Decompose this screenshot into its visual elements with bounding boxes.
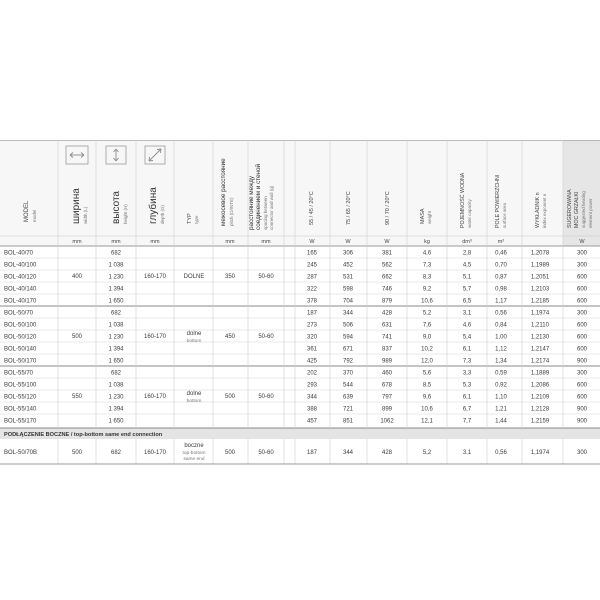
- header-heater-unit: W: [579, 239, 585, 245]
- table-cell: 428: [381, 310, 393, 317]
- table-cell: 1,34: [495, 358, 507, 365]
- table-cell: 1,1889: [530, 370, 550, 377]
- table-row: [4, 311, 588, 317]
- table-cell: 704: [342, 298, 354, 305]
- table-cell: 7,3: [422, 262, 432, 269]
- table-cell: 1 038: [108, 262, 124, 269]
- table-body: [0, 246, 600, 425]
- table-cell: 5,3: [462, 382, 472, 389]
- table-cell: 1 650: [108, 358, 124, 365]
- table-cell: 500: [71, 450, 83, 456]
- table-cell: 531: [342, 274, 354, 281]
- header-area-label: POLE POWIERZCHNI: [495, 174, 501, 228]
- model-cell: BOL-50/140: [4, 346, 37, 353]
- table-cell: 388: [306, 406, 318, 413]
- header-pitch-label: межосевое расстояние: [220, 158, 227, 226]
- table-cell: 1 230: [108, 334, 124, 341]
- table-group: [0, 246, 600, 305]
- header-depth-unit: mm: [150, 239, 160, 245]
- header-spacing-label-1: расстояние между: [248, 175, 255, 230]
- merged-depth-cell: 160-170: [143, 274, 167, 281]
- table-cell: 370: [342, 370, 354, 377]
- header-background: [0, 140, 600, 246]
- table-cell: 8,3: [422, 274, 432, 281]
- table-cell: 6,5: [462, 298, 472, 305]
- table-cell: 1,2086: [530, 382, 550, 389]
- model-cell: BOL-40/70: [4, 250, 34, 257]
- table-row: [4, 371, 588, 377]
- table-cell: 12,0: [421, 358, 433, 365]
- header-area-unit: m²: [497, 239, 505, 245]
- table-cell: 682: [110, 310, 122, 317]
- header-power-90-label: 90 / 70 / 20°C: [385, 191, 391, 225]
- model-cell: BOL-55/100: [4, 382, 37, 389]
- table-cell: 639: [342, 394, 354, 401]
- model-cell: BOL-50/170: [4, 358, 37, 365]
- header-heater-sub-2: element power: [588, 198, 593, 228]
- table-cell: 600: [576, 322, 588, 329]
- header-mass-label: MASA: [420, 208, 426, 224]
- table-cell: 6,1: [462, 346, 472, 353]
- table-row: [0, 330, 600, 341]
- table-cell: 381: [381, 250, 393, 257]
- table-cell: 165: [306, 250, 318, 257]
- table-cell: 202: [306, 370, 318, 377]
- table-cell: 1 394: [108, 286, 124, 293]
- table-cell: 1,2128: [530, 406, 550, 413]
- table-cell: 600: [576, 382, 588, 389]
- model-cell: BOL-55/120: [4, 394, 37, 401]
- table-cell: 4,5: [462, 262, 472, 269]
- table-row: [0, 402, 600, 413]
- table-cell: 0,56: [495, 310, 507, 317]
- table-cell: 594: [342, 334, 354, 341]
- table-cell: 5,6: [422, 370, 432, 377]
- header-heater-label-1: SUGEROWANA: [567, 189, 573, 228]
- table-cell: 837: [381, 346, 393, 353]
- table-cell: 0,92: [495, 382, 507, 389]
- header-width-sub: width (L): [83, 206, 88, 224]
- table-cell: 1 230: [108, 274, 124, 281]
- table-cell: 600: [576, 274, 588, 281]
- header-depth-label: глубина: [148, 187, 159, 224]
- table-cell: 0,46: [495, 250, 507, 257]
- table-cell: 5,1: [462, 274, 472, 281]
- merged-type-cell: dolne: [186, 391, 202, 398]
- model-cell: BOL-55/70: [4, 370, 34, 377]
- table-cell: 322: [306, 286, 318, 293]
- table-cell: 187: [306, 310, 318, 317]
- table-row: [0, 294, 600, 305]
- table-row: [0, 342, 600, 353]
- table-cell: 600: [576, 394, 588, 401]
- header-spacing-sub-2: connector and wall (g): [269, 185, 274, 230]
- model-cell: BOL-50/100: [4, 322, 37, 329]
- merged-spacing-cell: 50-60: [258, 394, 274, 401]
- header-height-sub: height (H): [123, 204, 128, 224]
- table-cell: 1,21: [495, 406, 507, 413]
- type-sub-cell: same end: [183, 457, 205, 462]
- table-row: [0, 318, 600, 329]
- table-cell: 600: [576, 346, 588, 353]
- table-cell: 671: [342, 346, 354, 353]
- table-row: [0, 270, 600, 281]
- table-cell: 1 038: [108, 382, 124, 389]
- table-cell: 0,87: [495, 274, 507, 281]
- header-pitch-unit: mm: [225, 239, 235, 245]
- table-cell: 6,7: [462, 406, 472, 413]
- table-cell: 1,00: [495, 334, 507, 341]
- table-cell: 500: [224, 450, 236, 456]
- table-row: [0, 354, 600, 365]
- table-cell: 10,6: [421, 406, 433, 413]
- table-cell: 4,6: [422, 250, 432, 257]
- table-cell: 7,3: [462, 358, 472, 365]
- table-cell: 1,2103: [530, 286, 550, 293]
- table-cell: 1,2159: [530, 418, 550, 425]
- header-mass-sub: weight: [427, 210, 432, 224]
- table-cell: 1,2174: [530, 358, 550, 365]
- header-heater-label-2: MOC GRZAŁKI: [574, 191, 580, 228]
- table-row: [0, 414, 600, 425]
- table-cell: 425: [306, 358, 318, 365]
- table-cell: 682: [110, 370, 122, 377]
- table-cell: 428: [381, 450, 393, 456]
- header-water-sub: water capacity: [467, 199, 472, 228]
- table-cell: 1,17: [495, 298, 507, 305]
- merged-pitch-cell: 500: [224, 394, 236, 401]
- header-heater-sub-1: suggested heating: [581, 191, 586, 228]
- merged-spacing-cell: 50-60: [258, 334, 274, 341]
- table-cell: 1,1989: [530, 262, 550, 269]
- table-cell: 300: [576, 250, 588, 257]
- table-cell: 506: [342, 322, 354, 329]
- table-cell: 12,1: [421, 418, 433, 425]
- table-cell: 1,2051: [530, 274, 550, 281]
- table-cell: 5,4: [462, 334, 472, 341]
- table-cell: 879: [381, 298, 393, 305]
- table-cell: 1062: [380, 418, 394, 425]
- table-group: [0, 366, 600, 425]
- merged-pitch-cell: 450: [224, 334, 236, 341]
- table-cell: 598: [342, 286, 354, 293]
- table-cell: 1 230: [108, 394, 124, 401]
- merged-type-sub-cell: bottom: [186, 399, 202, 405]
- header-spacing-label-2: соединением и стеной: [255, 163, 262, 230]
- merged-spacing-cell: 50-60: [258, 274, 274, 281]
- model-cell: BOL-40/170: [4, 298, 37, 305]
- model-cell: BOL-55/170: [4, 418, 37, 425]
- table-cell: 344: [306, 394, 318, 401]
- table-cell: 9,2: [422, 286, 432, 293]
- table-cell: 1 650: [108, 298, 124, 305]
- model-cell: BOL-55/140: [4, 406, 37, 413]
- table-cell: 1,10: [495, 394, 507, 401]
- merged-width-cell: 500: [71, 334, 83, 341]
- table-cell: 5,7: [462, 286, 472, 293]
- table-cell: 6,1: [462, 394, 472, 401]
- table-group: [0, 306, 600, 365]
- side-connection-title: PODŁĄCZENIE BOCZNE / top-bottom same end connection: [4, 432, 163, 438]
- table-cell: 721: [342, 406, 354, 413]
- table-cell: 662: [381, 274, 393, 281]
- radiator-spec-table: [0, 140, 600, 466]
- table-cell: 3,1: [462, 310, 472, 317]
- table-row: [0, 282, 600, 293]
- header-type-label: TYP: [187, 213, 193, 224]
- table-cell: 600: [576, 298, 588, 305]
- table-cell: 9,6: [422, 394, 432, 401]
- table-cell: 300: [576, 262, 588, 269]
- header-water-unit: dm³: [462, 239, 472, 245]
- table-cell: 10,2: [421, 346, 433, 353]
- table-cell: 1,12: [495, 346, 507, 353]
- table-cell: 682: [110, 250, 122, 257]
- merged-type-cell: DOLNE: [183, 274, 205, 281]
- table-cell: 1,2185: [530, 298, 550, 305]
- table-row: [0, 378, 600, 389]
- table-cell: 1,2147: [530, 346, 550, 353]
- table-cell: 0,56: [495, 450, 507, 456]
- table-cell: 2,8: [462, 250, 472, 257]
- header-spacing-unit: mm: [261, 239, 271, 245]
- model-cell: BOL-50/120: [4, 334, 37, 341]
- table-cell: 361: [306, 346, 318, 353]
- table-cell: 1,2110: [531, 322, 549, 329]
- merged-type-cell: dolne: [186, 331, 202, 338]
- table-cell: 1,2078: [530, 250, 550, 257]
- header-width-unit: mm: [72, 239, 82, 245]
- table-cell: 900: [576, 406, 588, 413]
- header-spacing-sub-1: spacing between: [263, 196, 268, 230]
- table-cell: 273: [306, 322, 318, 329]
- table-cell: 378: [306, 298, 318, 305]
- header-type-sub: type: [194, 215, 199, 224]
- table-cell: 600: [576, 286, 588, 293]
- header-height-label: высота: [111, 191, 122, 224]
- table-cell: 160-170: [143, 450, 167, 456]
- table-cell: 678: [381, 382, 393, 389]
- table-cell: 187: [306, 450, 318, 456]
- table-cell: 287: [306, 274, 318, 281]
- table-cell: 851: [342, 418, 354, 425]
- table-cell: 544: [342, 382, 354, 389]
- header-water-label: POJEMNOŚĆ WODNA: [460, 172, 466, 228]
- header-power-75-unit: W: [345, 239, 351, 245]
- merged-width-cell: 550: [71, 394, 83, 401]
- header-index-sub: index exponent n: [542, 193, 547, 228]
- table-cell: 300: [576, 450, 588, 456]
- table-cell: 7,7: [462, 418, 472, 425]
- header-area-sub: surface area: [502, 202, 507, 228]
- table-cell: 320: [306, 334, 318, 341]
- table-cell: 293: [306, 382, 318, 389]
- table-cell: 989: [381, 358, 393, 365]
- table-cell: 8,5: [422, 382, 432, 389]
- header-power-90-unit: W: [384, 239, 390, 245]
- table-row: [0, 390, 600, 401]
- table-cell: 1,44: [495, 418, 507, 425]
- table-cell: 0,70: [495, 262, 507, 269]
- table-cell: 1 394: [108, 346, 124, 353]
- table-cell: 0,84: [495, 322, 507, 329]
- header-mass-unit: kg: [424, 239, 430, 245]
- model-cell: BOL-40/140: [4, 286, 37, 293]
- table-cell: 899: [381, 406, 393, 413]
- table-cell: 600: [576, 334, 588, 341]
- table-cell: 792: [342, 358, 354, 365]
- table-cell: 457: [306, 418, 318, 425]
- type-cell: boczne: [184, 443, 204, 449]
- table-cell: 10,6: [421, 298, 433, 305]
- table-cell: 245: [306, 262, 318, 269]
- table-cell: 682: [110, 450, 122, 456]
- table-cell: 1,1974: [530, 310, 550, 317]
- table-cell: 3,3: [462, 370, 472, 377]
- table-cell: 452: [342, 262, 354, 269]
- header-power-55-unit: W: [309, 239, 315, 245]
- table-cell: 344: [342, 450, 354, 456]
- table-cell: 306: [342, 250, 354, 257]
- merged-depth-cell: 160-170: [143, 394, 167, 401]
- table-cell: 741: [381, 334, 393, 341]
- header-index-label: WYKŁADNIK n: [535, 192, 541, 228]
- header-power-75-label: 75 / 65 / 20°C: [346, 191, 352, 225]
- header-height-unit: mm: [111, 239, 121, 245]
- table-cell: 900: [576, 418, 588, 425]
- table-cell: 9,0: [422, 334, 432, 341]
- table-cell: 1 394: [108, 406, 124, 413]
- table-cell: 460: [381, 370, 393, 377]
- table-cell: 0,98: [495, 286, 507, 293]
- table-cell: 344: [342, 310, 354, 317]
- table-cell: 300: [576, 370, 588, 377]
- table-cell: 300: [576, 310, 588, 317]
- header-pitch-sub: pitch (D/INTE): [229, 197, 234, 226]
- table-cell: 50-60: [258, 450, 274, 456]
- table-cell: 1,1974: [530, 450, 550, 456]
- table-cell: 1 650: [108, 418, 124, 425]
- merged-pitch-cell: 350: [224, 274, 236, 281]
- table-cell: 746: [381, 286, 393, 293]
- table-cell: 562: [381, 262, 393, 269]
- table-cell: 900: [576, 358, 588, 365]
- table-cell: 797: [381, 394, 393, 401]
- type-sub-cell: top-bottom: [182, 451, 206, 456]
- table-cell: 0,59: [495, 370, 507, 377]
- table-cell: 7,6: [422, 322, 432, 329]
- model-cell: BOL-50/70B: [4, 450, 38, 456]
- model-cell: BOL-50/70: [4, 310, 34, 317]
- merged-type-sub-cell: bottom: [186, 339, 202, 345]
- table-row: [0, 258, 600, 269]
- merged-width-cell: 400: [71, 274, 83, 281]
- header-width-label: ширина: [71, 188, 82, 224]
- table-cell: 5,2: [422, 450, 432, 456]
- model-cell: BOL-40/120: [4, 274, 37, 281]
- merged-depth-cell: 160-170: [143, 334, 167, 341]
- table-row: [4, 251, 588, 257]
- table-cell: 5,2: [422, 310, 432, 317]
- table-cell: 3,1: [462, 450, 472, 456]
- header-model-label: MODEL: [24, 200, 30, 222]
- table-cell: 1 038: [108, 322, 124, 329]
- header-model-sub: model: [32, 209, 37, 222]
- table-cell: 1,2109: [530, 394, 550, 401]
- header-depth-sub: depth (G): [160, 204, 165, 224]
- model-cell: BOL-40/100: [4, 262, 37, 269]
- table-cell: 631: [381, 322, 393, 329]
- table-cell: 1,2130: [530, 334, 550, 341]
- header-power-55-label: 55 / 45 / 20°C: [309, 191, 315, 225]
- table-cell: 4,6: [462, 322, 472, 329]
